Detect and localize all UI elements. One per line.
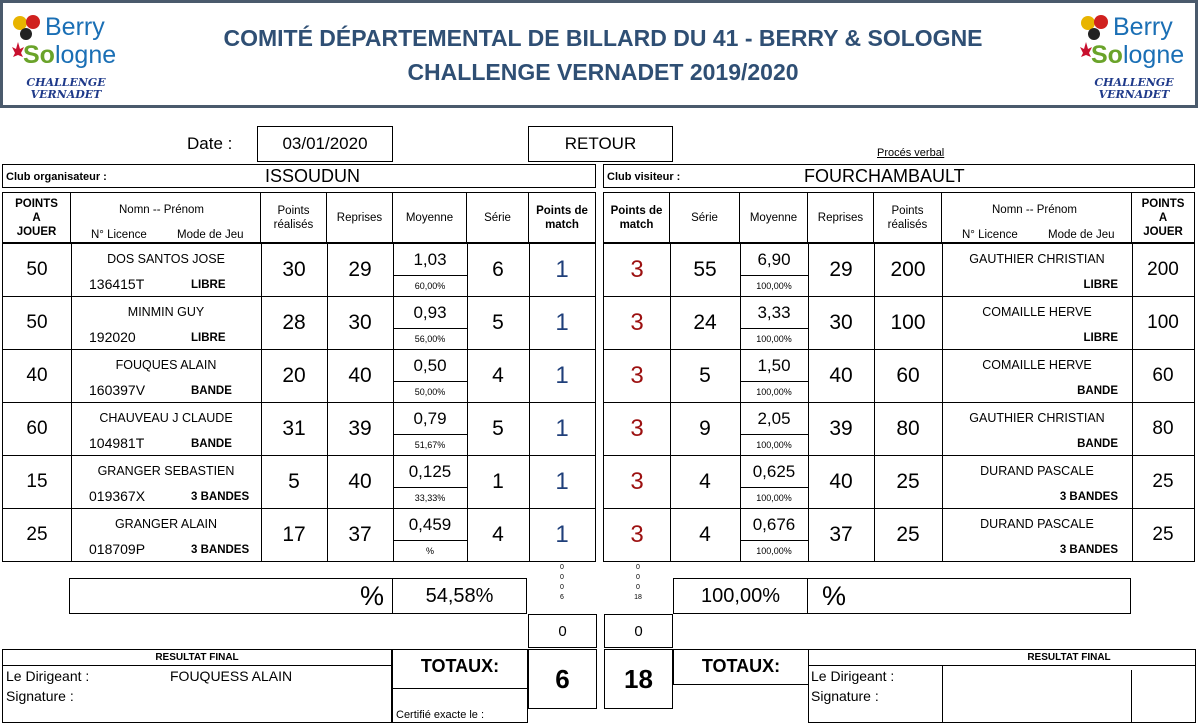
game-mode: 3 BANDES <box>191 544 250 556</box>
points-a-jouer: 50 <box>26 312 48 333</box>
away-percent-sign: % <box>822 581 847 611</box>
points-realises: 25 <box>896 470 920 493</box>
away-row <box>603 455 1195 509</box>
player-licence: 104981T <box>89 435 145 451</box>
player-name: GRANGER SEBASTIEN <box>97 464 235 478</box>
away-row <box>603 508 1195 562</box>
col-nom <box>942 193 1132 242</box>
billiard-balls-icon <box>11 13 45 41</box>
player-name: GAUTHIER CHRISTIAN <box>969 252 1105 266</box>
leg-field[interactable]: RETOUR <box>528 126 673 162</box>
home-tiny-totals: 0 0 0 6 <box>560 564 564 601</box>
player-licence: 019367X <box>89 488 146 504</box>
game-mode: 3 BANDES <box>1059 491 1118 503</box>
game-mode: LIBRE <box>191 279 226 291</box>
serie: 4 <box>699 523 711 546</box>
home-row <box>2 402 596 456</box>
signature-label: Signature : <box>6 688 74 704</box>
serie: 6 <box>492 258 504 281</box>
club-organisateur-label: Club organisateur : <box>6 171 107 183</box>
points-realises: 30 <box>282 258 306 281</box>
home-row <box>2 508 596 562</box>
player-licence: 160397V <box>89 382 146 398</box>
col-nom <box>71 193 261 242</box>
col-moyenne: Moyenne <box>740 193 808 242</box>
moyenne: 3,33 <box>740 297 808 329</box>
col-reprises: Reprises <box>808 193 874 242</box>
serie: 4 <box>492 364 504 387</box>
points-match: 3 <box>630 521 644 548</box>
away-row <box>603 243 1195 297</box>
proces-verbal-link[interactable]: Procés verbal <box>877 147 945 159</box>
points-realises: 60 <box>896 364 920 387</box>
reprises: 30 <box>829 311 853 334</box>
points-realises: 5 <box>288 470 300 493</box>
home-row <box>2 455 596 509</box>
moyenne: 0,625 <box>740 456 808 488</box>
away-total-value: 18 <box>604 649 673 709</box>
points-match: 3 <box>630 256 644 283</box>
logo-challenge-text: CHALLENGE VERNADET <box>1094 76 1174 101</box>
player-licence: 192020 <box>89 329 136 345</box>
col-mode-label: Mode de Jeu <box>1048 229 1115 241</box>
serie: 24 <box>693 311 717 334</box>
points-match: 3 <box>630 468 644 495</box>
serie: 5 <box>699 364 711 387</box>
col-licence-label: N° Licence <box>91 229 147 241</box>
points-realises: 80 <box>896 417 920 440</box>
points-a-jouer: 15 <box>26 471 48 492</box>
date-field[interactable]: 03/01/2020 <box>257 126 393 162</box>
game-mode: LIBRE <box>1083 279 1118 291</box>
reprises: 37 <box>829 523 853 546</box>
reprises: 40 <box>348 364 372 387</box>
points-match: 1 <box>555 468 569 495</box>
home-percent-sign: % <box>360 581 385 611</box>
reprises: 30 <box>348 311 372 334</box>
game-mode: BANDE <box>1077 438 1118 450</box>
points-match: 3 <box>630 415 644 442</box>
dirigeant-label: Le Dirigeant : <box>811 668 895 684</box>
dirigeant-name: FOUQUESS ALAIN <box>170 668 293 684</box>
logo-sologne-text: Sologne <box>23 41 117 69</box>
player-name: DOS SANTOS JOSE <box>107 252 225 266</box>
points-a-jouer: 200 <box>1147 259 1179 280</box>
page-header <box>0 0 1198 108</box>
billiard-balls-icon <box>1079 13 1113 41</box>
points-realises: 17 <box>282 523 306 546</box>
player-name: GAUTHIER CHRISTIAN <box>969 411 1105 425</box>
moyenne-percentage: 60,00% <box>414 280 446 291</box>
logo-left <box>11 9 131 109</box>
home-zero-cell: 0 <box>528 614 597 648</box>
certifie-label: Certifié exacte le : <box>396 709 485 721</box>
reprises: 39 <box>348 417 372 440</box>
col-points-match: Points de match <box>536 204 588 231</box>
points-realises: 100 <box>890 311 926 334</box>
away-final-box <box>808 649 1196 723</box>
reprises: 29 <box>348 258 372 281</box>
home-row <box>2 243 596 297</box>
resultat-final-label: RESULTAT FINAL <box>155 652 239 663</box>
serie: 4 <box>492 523 504 546</box>
club-visiteur-label: Club visiteur : <box>607 171 681 183</box>
reprises: 40 <box>348 470 372 493</box>
away-row <box>603 349 1195 403</box>
moyenne: 2,05 <box>740 403 808 435</box>
date-label: Date : <box>187 134 233 153</box>
serie: 5 <box>492 311 504 334</box>
game-mode: 3 BANDES <box>1059 544 1118 556</box>
reprises: 37 <box>348 523 372 546</box>
home-totaux-box <box>392 649 528 723</box>
moyenne-percentage: % <box>425 545 434 556</box>
game-mode: BANDE <box>191 438 232 450</box>
col-points-realises: Points réalisés <box>874 193 942 242</box>
serie: 5 <box>492 417 504 440</box>
away-tiny-totals: 0 0 0 18 <box>634 564 642 601</box>
player-name: CHAUVEAU J CLAUDE <box>99 411 233 425</box>
points-match: 1 <box>555 256 569 283</box>
moyenne: 6,90 <box>740 244 808 276</box>
points-a-jouer: 60 <box>1152 365 1174 386</box>
moyenne: 0,125 <box>393 456 467 488</box>
totaux-label: TOTAUX: <box>701 656 781 676</box>
points-match: 1 <box>555 415 569 442</box>
away-row <box>603 296 1195 350</box>
points-match: 3 <box>630 309 644 336</box>
col-points-match: Points de match <box>604 193 670 242</box>
club-visiteur-value: FOURCHAMBAULT <box>804 166 965 186</box>
col-points-a-jouer: POINTS A JOUER <box>3 193 71 242</box>
moyenne-percentage: 100,00% <box>756 439 792 450</box>
reprises: 40 <box>829 470 853 493</box>
player-licence: 018709P <box>89 541 146 557</box>
moyenne-percentage: 33,33% <box>414 492 446 503</box>
home-table-header <box>2 192 596 243</box>
moyenne: 0,93 <box>393 297 467 329</box>
moyenne: 0,50 <box>393 350 467 382</box>
moyenne-percentage: 51,67% <box>414 439 446 450</box>
col-points-realises: Points réalisés <box>261 193 327 242</box>
home-row <box>2 349 596 403</box>
moyenne-percentage: 100,00% <box>756 386 792 397</box>
serie: 55 <box>693 258 717 281</box>
moyenne: 1,03 <box>393 244 467 276</box>
col-points-a-jouer: POINTS A JOUER <box>1141 197 1185 238</box>
game-mode: BANDE <box>1077 385 1118 397</box>
points-a-jouer: 40 <box>26 365 48 386</box>
page-title: COMITÉ DÉPARTEMENTAL DE BILLARD DU 41 - BERRY & SOLOGNE <box>223 25 983 51</box>
points-a-jouer: 60 <box>26 418 48 439</box>
logo-challenge-text: CHALLENGE VERNADET <box>26 76 106 101</box>
serie: 4 <box>699 470 711 493</box>
player-name: GRANGER ALAIN <box>114 517 218 531</box>
game-mode: LIBRE <box>1083 332 1118 344</box>
moyenne-percentage: 100,00% <box>756 333 792 344</box>
col-moyenne: Moyenne <box>393 193 467 242</box>
serie: 9 <box>699 417 711 440</box>
moyenne: 0,79 <box>393 403 467 435</box>
moyenne-percentage: 50,00% <box>414 386 446 397</box>
away-totaux-box <box>673 649 809 685</box>
totaux-label: TOTAUX: <box>420 656 500 676</box>
away-row <box>603 402 1195 456</box>
home-row <box>2 296 596 350</box>
reprises: 29 <box>829 258 853 281</box>
logo-berry-text: Berry <box>45 13 105 41</box>
points-a-jouer: 100 <box>1147 312 1179 333</box>
game-mode: 3 BANDES <box>191 491 250 503</box>
points-a-jouer: 25 <box>1152 524 1174 545</box>
moyenne-percentage: 100,00% <box>756 280 792 291</box>
home-percentage: 54,58% <box>425 584 494 607</box>
points-realises: 200 <box>890 258 926 281</box>
player-name: FOUQUES ALAIN <box>115 358 217 372</box>
player-licence: 136415T <box>89 276 145 292</box>
points-a-jouer: 25 <box>26 524 48 545</box>
col-nom-label: Nomn -- Prénom <box>992 204 1077 216</box>
page-subtitle: CHALLENGE VERNADET 2019/2020 <box>407 59 799 85</box>
col-serie: Série <box>670 193 740 242</box>
points-realises: 20 <box>282 364 306 387</box>
col-reprises: Reprises <box>327 193 393 242</box>
logo-sologne-text: Sologne <box>1091 41 1185 69</box>
away-zero-cell: 0 <box>604 614 673 648</box>
moyenne: 0,676 <box>740 509 808 541</box>
away-percentage: 100,00% <box>701 584 780 607</box>
player-name: COMAILLE HERVE <box>982 358 1092 372</box>
points-a-jouer: 50 <box>26 259 48 280</box>
signature-label: Signature : <box>811 688 879 704</box>
game-mode: BANDE <box>191 385 232 397</box>
points-match: 1 <box>555 362 569 389</box>
points-match: 1 <box>555 521 569 548</box>
logo-berry-text: Berry <box>1113 13 1173 41</box>
away-percentage-box <box>673 578 1131 614</box>
dirigeant-label: Le Dirigeant : <box>6 668 90 684</box>
home-percentage-box <box>69 578 527 614</box>
away-table-header <box>603 192 1195 243</box>
col-nom-label: Nomn -- Prénom <box>119 204 204 216</box>
col-serie: Série <box>467 193 529 242</box>
game-mode: LIBRE <box>191 332 226 344</box>
logo-right <box>1079 9 1198 109</box>
moyenne-percentage: 100,00% <box>756 492 792 503</box>
col-mode-label: Mode de Jeu <box>177 229 244 241</box>
player-name: MINMIN GUY <box>127 305 205 319</box>
home-total-value: 6 <box>528 649 597 709</box>
player-name: DURAND PASCALE <box>980 517 1094 531</box>
points-realises: 31 <box>282 417 306 440</box>
serie: 1 <box>492 470 504 493</box>
moyenne: 0,459 <box>393 509 467 541</box>
points-match: 3 <box>630 362 644 389</box>
reprises: 40 <box>829 364 853 387</box>
points-a-jouer: 25 <box>1152 471 1174 492</box>
player-name: DURAND PASCALE <box>980 464 1094 478</box>
reprises: 39 <box>829 417 853 440</box>
points-realises: 28 <box>282 311 306 334</box>
points-realises: 25 <box>896 523 920 546</box>
moyenne: 1,50 <box>740 350 808 382</box>
moyenne-percentage: 56,00% <box>414 333 446 344</box>
club-organisateur-value: ISSOUDUN <box>265 166 361 186</box>
club-visiteur-box <box>603 164 1195 188</box>
points-match: 1 <box>555 309 569 336</box>
moyenne-percentage: 100,00% <box>756 545 792 556</box>
points-a-jouer: 80 <box>1152 418 1174 439</box>
player-name: COMAILLE HERVE <box>982 305 1092 319</box>
resultat-final-label: RESULTAT FINAL <box>1027 652 1111 663</box>
home-final-box <box>2 649 392 723</box>
col-licence-label: N° Licence <box>962 229 1018 241</box>
club-organisateur-box <box>2 164 596 188</box>
